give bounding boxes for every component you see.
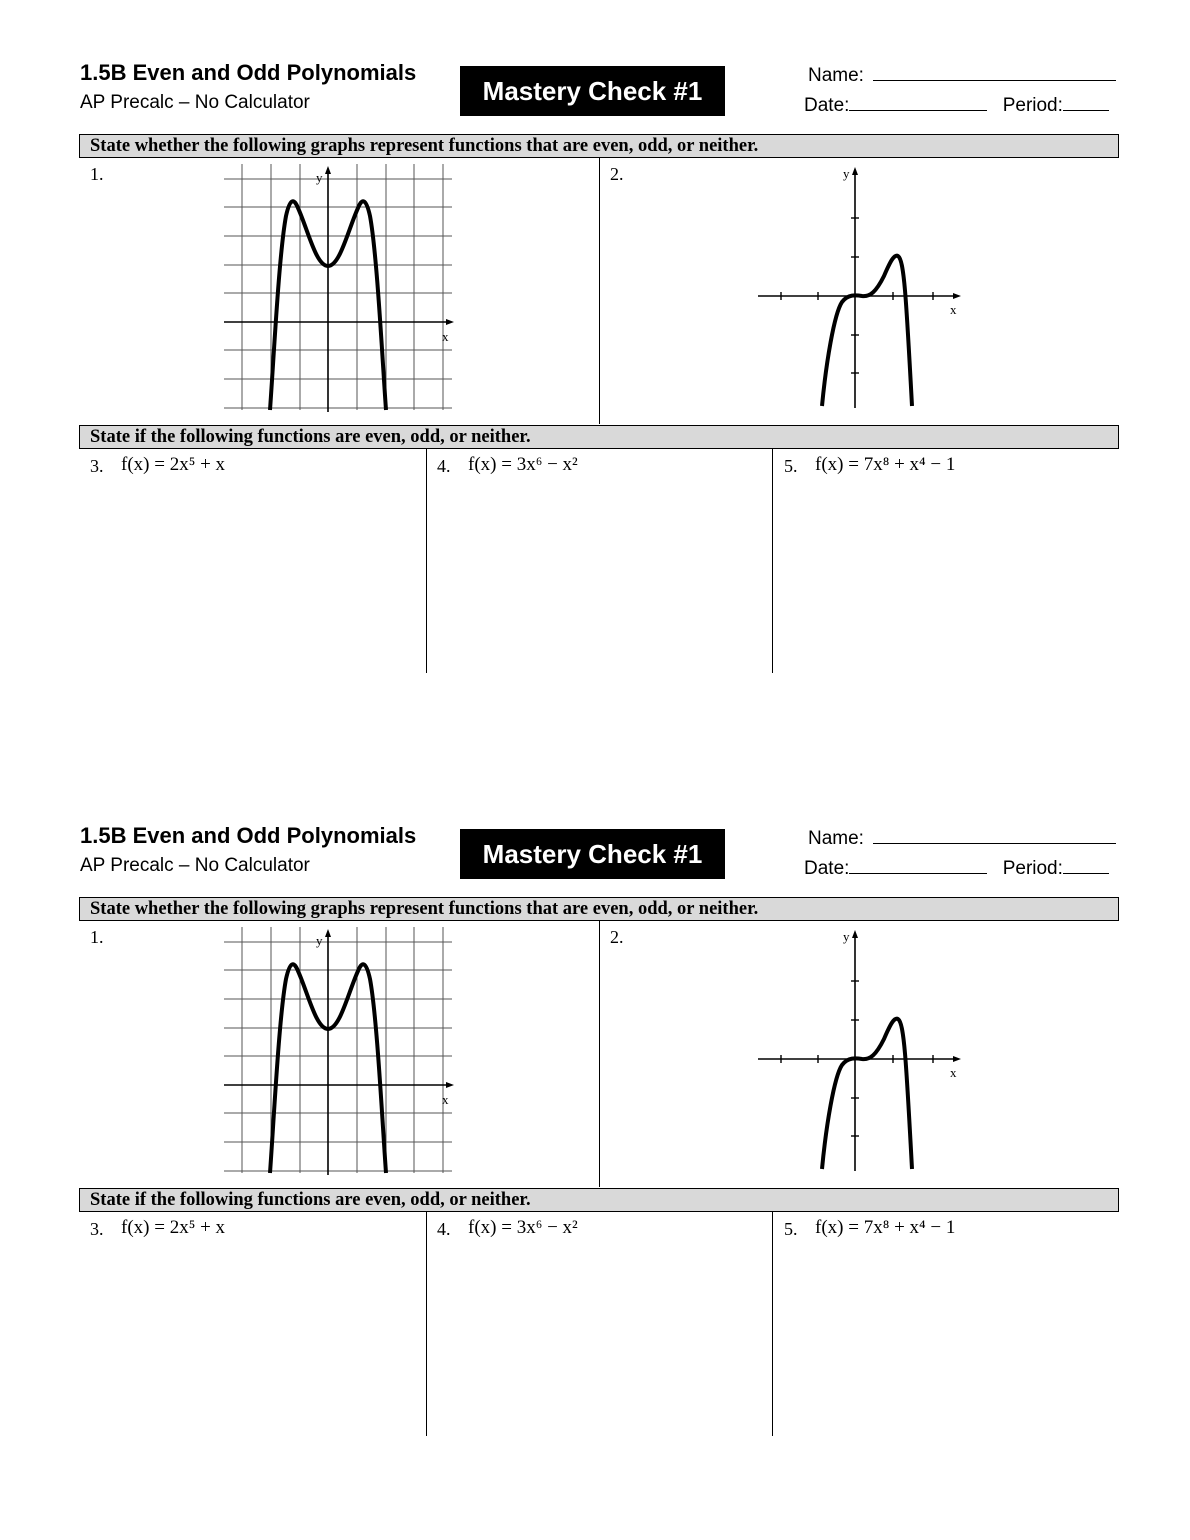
name-blank[interactable] [873, 62, 1116, 81]
section1-divider [599, 158, 600, 424]
section2-divider-2 [772, 1212, 773, 1436]
date-blank[interactable] [849, 92, 987, 111]
period-blank[interactable] [1063, 92, 1109, 111]
date-blank[interactable] [849, 855, 987, 874]
question-3-number: 3. [90, 456, 104, 476]
date-label: Date: [804, 858, 850, 879]
graph-1 [224, 164, 460, 412]
name-blank[interactable] [873, 825, 1116, 844]
graph-2 [756, 927, 970, 1175]
period-label: Period: [1002, 858, 1063, 879]
worksheet-copy-2 [0, 763, 1190, 1443]
graph-2-y-label: y [843, 929, 850, 944]
question-4-equation: f(x) = 3x⁶ − x² [468, 454, 578, 475]
question-2-number: 2. [610, 927, 624, 947]
question-4-number: 4. [437, 456, 451, 476]
period-blank[interactable] [1063, 855, 1109, 874]
worksheet-title: 1.5B Even and Odd Polynomials [80, 823, 417, 848]
worksheet-copy-1 [0, 0, 1190, 680]
graph-1 [224, 927, 460, 1175]
worksheet-subtitle: AP Precalc – No Calculator [80, 92, 310, 113]
question-1-number: 1. [90, 164, 104, 184]
worksheet-subtitle: AP Precalc – No Calculator [80, 855, 310, 876]
graph-1-x-label: x [442, 329, 449, 344]
section2-instruction: State if the following functions are even, odd, or neither. [79, 425, 1119, 449]
question-3-equation: f(x) = 2x⁵ + x [121, 454, 226, 475]
question-4-number: 4. [437, 1219, 451, 1239]
question-3-equation: f(x) = 2x⁵ + x [121, 1217, 226, 1238]
section1-instruction: State whether the following graphs represent functions that are even, odd, or neither. [79, 897, 1119, 921]
question-2-number: 2. [610, 164, 624, 184]
graph-1-y-label: y [316, 170, 323, 185]
question-5-number: 5. [784, 1219, 798, 1239]
mastery-check-badge: Mastery Check #1 [460, 829, 725, 879]
graph-2-axes [758, 930, 961, 1171]
period-label: Period: [1002, 95, 1063, 116]
graph-1-grid [224, 164, 452, 410]
graph-2 [756, 164, 970, 412]
graph-1-axes [224, 166, 454, 412]
graph-1-x-label: x [442, 1092, 449, 1107]
graph-2-axes [758, 167, 961, 408]
question-5-equation: f(x) = 7x⁸ + x⁴ − 1 [815, 454, 956, 475]
question-3-number: 3. [90, 1219, 104, 1239]
question-5-number: 5. [784, 456, 798, 476]
graph-2-curve [822, 256, 912, 406]
question-5-equation: f(x) = 7x⁸ + x⁴ − 1 [815, 1217, 956, 1238]
section2-divider-2 [772, 449, 773, 673]
graph-2-x-label: x [950, 1065, 957, 1080]
name-label: Name: [808, 828, 864, 849]
date-field[interactable] [804, 855, 1109, 880]
question-4-equation: f(x) = 3x⁶ − x² [468, 1217, 578, 1238]
section2-divider-1 [426, 449, 427, 673]
section1-instruction: State whether the following graphs represent functions that are even, odd, or neither. [79, 134, 1119, 158]
graph-1-y-label: y [316, 933, 323, 948]
graph-2-y-label: y [843, 166, 850, 181]
graph-2-curve [822, 1019, 912, 1169]
graph-1-axes [224, 929, 454, 1175]
date-field[interactable] [804, 92, 1109, 117]
name-label: Name: [808, 65, 864, 86]
question-1-number: 1. [90, 927, 104, 947]
name-field[interactable] [808, 825, 1116, 850]
date-label: Date: [804, 95, 850, 116]
section2-divider-1 [426, 1212, 427, 1436]
graph-2-x-label: x [950, 302, 957, 317]
mastery-check-badge: Mastery Check #1 [460, 66, 725, 116]
section1-divider [599, 921, 600, 1187]
graph-1-grid [224, 927, 452, 1173]
section2-instruction: State if the following functions are even, odd, or neither. [79, 1188, 1119, 1212]
worksheet-title: 1.5B Even and Odd Polynomials [80, 60, 417, 85]
name-field[interactable] [808, 62, 1116, 87]
